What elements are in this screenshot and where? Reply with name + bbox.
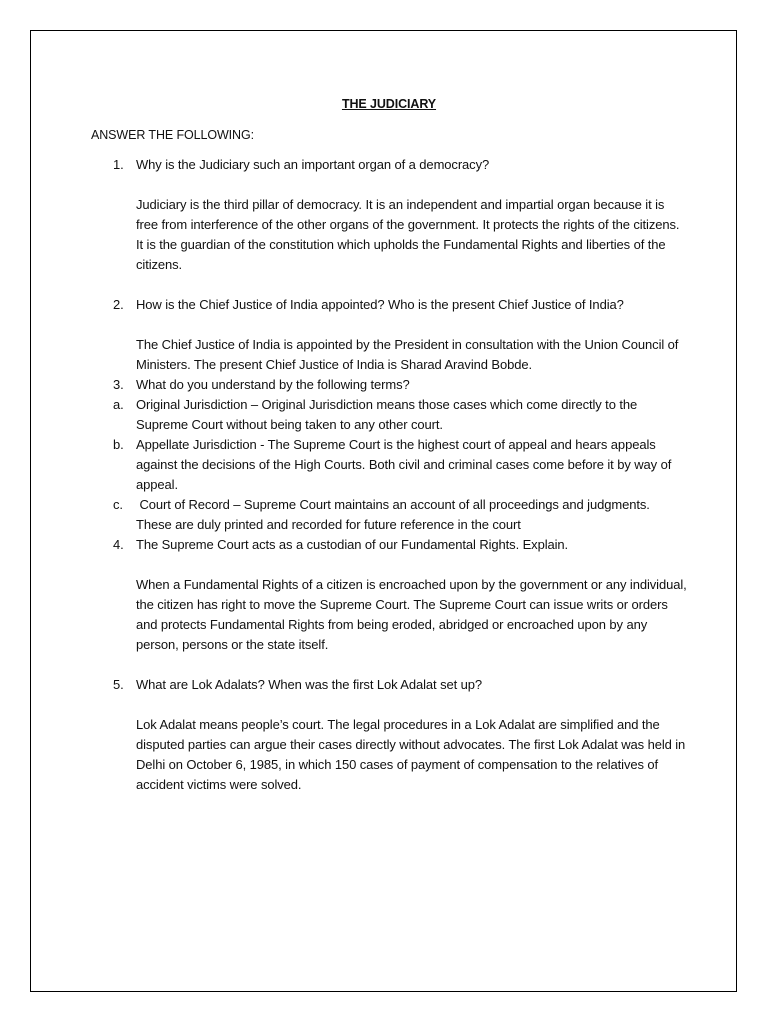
question-number: 3. [113,377,124,392]
question-4 [91,535,687,555]
question-number: 5. [113,677,124,692]
question-3 [91,375,687,395]
question-5 [91,675,687,695]
question-text: How is the Chief Justice of India appointed? Who is the present Chief Justice of India? [136,297,624,312]
term-text: Court of Record – Supreme Court maintains an account of all proceedings and judgments. These are duly printed and recorded for future reference in the court [136,497,650,532]
term-text: Appellate Jurisdiction - The Supreme Court is the highest court of appeal and hears appeals against the decisions of the High Courts. Both civil and criminal cases come before it by way of appeal. [136,437,672,492]
question-1 [91,155,687,175]
page-border [30,30,737,992]
question-text: What are Lok Adalats? When was the first Lok Adalat set up? [136,677,483,692]
term-c [91,495,687,535]
instruction-text: ANSWER THE FOLLOWING: [91,128,254,142]
term-a [91,395,687,435]
document-title: THE JUDICIARY [341,97,437,111]
term-text: Original Jurisdiction – Original Jurisdiction means those cases which come directly to the Supreme Court without being taken to any other court. [136,397,638,432]
question-text: The Supreme Court acts as a custodian of our Fundamental Rights. Explain. [136,537,569,552]
term-label: a. [113,397,124,412]
term-b [91,435,687,495]
question-2 [91,295,687,315]
answer-4: When a Fundamental Rights of a citizen is encroached upon by the government or any individual, the citizen has right to move the Supreme Court. The Supreme Court can issue writs or orders and protects Fundamental Rights from being eroded, abridged or encroached upon by any person, persons or the state itself. [136,577,687,652]
question-text: What do you understand by the following terms? [136,377,410,392]
question-number: 4. [113,537,124,552]
document-body [91,94,687,795]
question-number: 2. [113,297,124,312]
question-text: Why is the Judiciary such an important organ of a democracy? [136,157,490,172]
question-number: 1. [113,157,124,172]
term-label: c. [113,497,123,512]
answer-5: Lok Adalat means people’s court. The legal procedures in a Lok Adalat are simplified and the disputed parties can argue their cases directly without advocates. The first Lok Adalat was held in Delhi on October 6, 1985, in which 150 cases of payment of compensation to the relatives of accident victims were solved. [136,717,686,792]
answer-1: Judiciary is the third pillar of democracy. It is an independent and impartial organ because it is free from interference of the other organs of the government. It protects the rights of the citizens. It is the guardian of the constitution which upholds the Fundamental Rights and liberties of the citizens. [136,197,680,272]
answer-2: The Chief Justice of India is appointed by the President in consultation with the Union Council of Ministers. The present Chief Justice of India is Sharad Aravind Bobde. [136,337,679,372]
term-label: b. [113,437,124,452]
